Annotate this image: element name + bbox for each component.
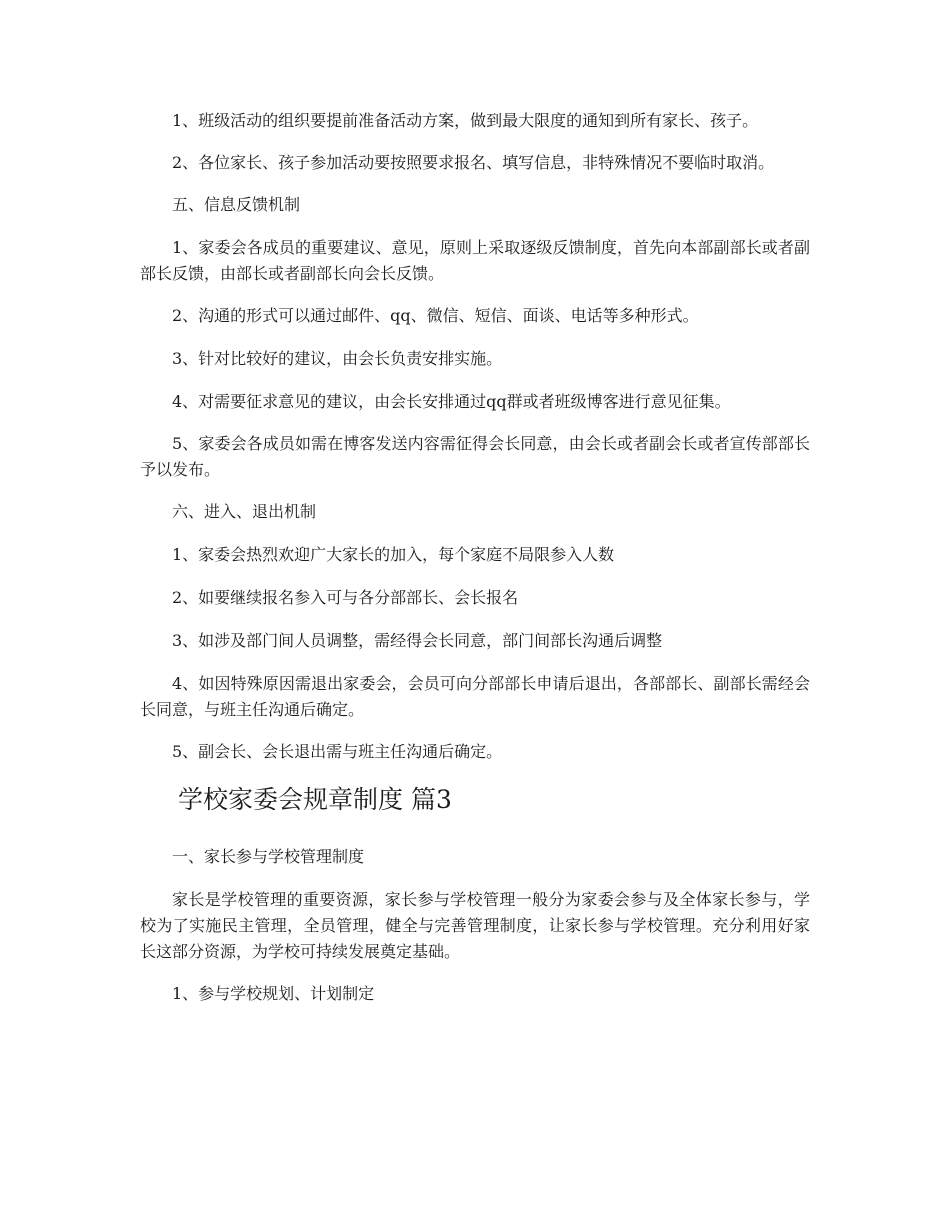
paragraph: 4、对需要征求意见的建议，由会长安排通过qq群或者班级博客进行意见征集。: [172, 392, 731, 411]
section-heading: 六、进入、退出机制: [172, 502, 317, 521]
paragraph: 1、家委会各成员的重要建议、意见，原则上采取逐级反馈制度，首先向本部副部长或者副部长反馈，由部长或者副部长向会长反馈。: [140, 238, 810, 283]
paragraph: 2、各位家长、孩子参加活动要按照要求报名、填写信息，非特殊情况不要临时取消。: [172, 153, 775, 172]
paragraph: 1、家委会热烈欢迎广大家长的加入，每个家庭不局限参入人数: [172, 545, 615, 564]
article-title: 学校家委会规章制度 篇3: [178, 785, 452, 814]
paragraph: 3、针对比较好的建议，由会长负责安排实施。: [172, 349, 503, 368]
section-heading: 一、家长参与学校管理制度: [172, 847, 365, 866]
paragraph: 5、家委会各成员如需在博客发送内容需征得会长同意，由会长或者副会长或者宣传部部长予以发布。: [140, 434, 810, 479]
paragraph: 2、如要继续报名参入可与各分部部长、会长报名: [172, 588, 519, 607]
document-page: [140, 108, 810, 1024]
paragraph: 3、如涉及部门间人员调整，需经得会长同意，部门间部长沟通后调整: [172, 631, 663, 650]
paragraph: 1、班级活动的组织要提前准备活动方案，做到最大限度的通知到所有家长、孩子。: [172, 111, 759, 130]
paragraph: 1、参与学校规划、计划制定: [172, 984, 375, 1003]
paragraph: 2、沟通的形式可以通过邮件、qq、微信、短信、面谈、电话等多种形式。: [172, 306, 699, 325]
paragraph: 5、副会长、会长退出需与班主任沟通后确定。: [172, 742, 503, 761]
paragraph: 家长是学校管理的重要资源，家长参与学校管理一般分为家委会参与及全体家长参与，学校为了实施民主管理，全员管理，健全与完善管理制度，让家长参与学校管理。充分利用好家长这部分资源，为学校可持续发展奠定基础。: [140, 890, 810, 961]
section-heading: 五、信息反馈机制: [172, 195, 301, 214]
paragraph: 4、如因特殊原因需退出家委会，会员可向分部部长申请后退出，各部部长、副部长需经会长同意，与班主任沟通后确定。: [140, 674, 810, 719]
